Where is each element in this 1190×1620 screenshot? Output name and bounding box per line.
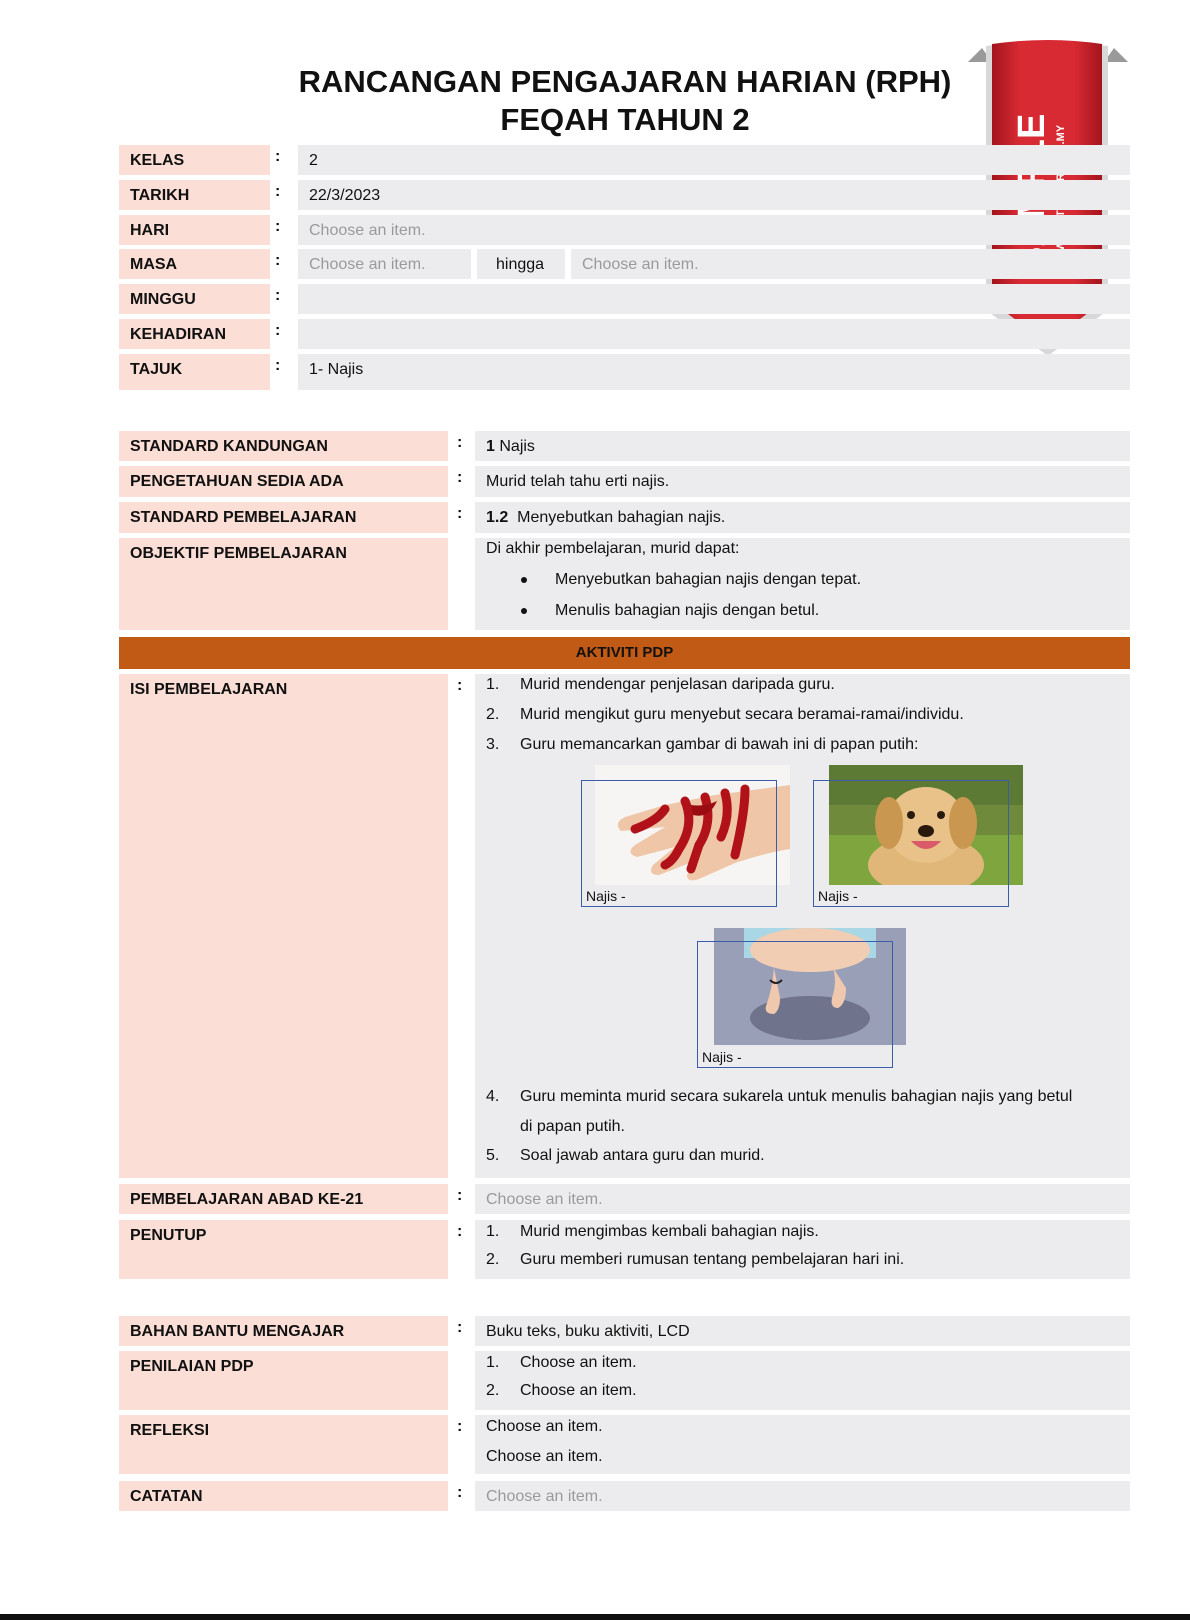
tajuk-value[interactable]: 1- Najis	[298, 354, 1130, 390]
penutup-2-number: 2.	[486, 1251, 500, 1268]
step-1-text: Murid mendengar penjelasan daripada guru.	[520, 676, 835, 693]
masa-from-dropdown[interactable]: Choose an item.	[298, 249, 471, 279]
minggu-label: MINGGU	[119, 284, 270, 314]
sedia-ada-label: PENGETAHUAN SEDIA ADA	[119, 466, 448, 497]
catatan-colon: :	[457, 1484, 463, 1501]
masa-colon: :	[275, 252, 281, 269]
kelas-value[interactable]: 2	[298, 145, 1130, 175]
step-2-number: 2.	[486, 706, 500, 723]
standard-pembelajaran-value	[475, 502, 1130, 533]
penutup-1-number: 1.	[486, 1223, 500, 1240]
tajuk-label: TAJUK	[119, 354, 270, 390]
penutup-colon: :	[457, 1223, 463, 1240]
objektif-label: OBJEKTIF PEMBELAJARAN	[119, 538, 448, 630]
caption-2: Najis -	[818, 888, 858, 904]
hari-colon: :	[275, 218, 281, 235]
step-4-number: 4.	[486, 1088, 500, 1105]
step-4-text-cont: di papan putih.	[520, 1118, 625, 1135]
tarikh-label: TARIKH	[119, 180, 270, 210]
abad21-label: PEMBELAJARAN ABAD KE-21	[119, 1184, 448, 1214]
sedia-ada-value: Murid telah tahu erti najis.	[475, 466, 1130, 497]
bbm-value[interactable]: Buku teks, buku aktiviti, LCD	[475, 1316, 1130, 1346]
caption-1: Najis -	[586, 888, 626, 904]
isi-pembelajaran-label: ISI PEMBELAJARAN	[119, 674, 448, 1178]
tarikh-colon: :	[275, 183, 281, 200]
penilaian-label: PENILAIAN PDP	[119, 1351, 448, 1410]
kehadiran-colon: :	[275, 322, 281, 339]
standard-kandungan-label: STANDARD KANDUNGAN	[119, 431, 448, 461]
step-5-number: 5.	[486, 1147, 500, 1164]
standard-pembelajaran-label: STANDARD PEMBELAJARAN	[119, 502, 448, 533]
penutup-label: PENUTUP	[119, 1220, 448, 1279]
penutup-1-text: Murid mengimbas kembali bahagian najis.	[520, 1223, 819, 1240]
tajuk-colon: :	[275, 357, 281, 374]
penilaian-1-dropdown[interactable]: Choose an item.	[520, 1354, 637, 1371]
penilaian-2-number: 2.	[486, 1382, 500, 1399]
penilaian-1-number: 1.	[486, 1354, 500, 1371]
kehadiran-label: KEHADIRAN	[119, 319, 270, 349]
standard-pembelajaran-colon: :	[457, 505, 463, 522]
minggu-value[interactable]	[298, 284, 1130, 314]
refleksi-colon: :	[457, 1418, 463, 1435]
kelas-label: KELAS	[119, 145, 270, 175]
abad21-colon: :	[457, 1187, 463, 1204]
objektif-item-2: Menulis bahagian najis dengan betul.	[555, 602, 820, 619]
aktiviti-pdp-band: AKTIVITI PDP	[119, 637, 1130, 669]
step-1-number: 1.	[486, 676, 500, 693]
objektif-intro: Di akhir pembelajaran, murid dapat:	[486, 540, 740, 557]
standard-pembelajaran-code: 1.2	[486, 509, 509, 526]
refleksi-label: REFLEKSI	[119, 1415, 448, 1474]
standard-kandungan-text: Najis	[499, 438, 535, 455]
step-3-number: 3.	[486, 736, 500, 753]
document-subtitle: FEQAH TAHUN 2	[500, 102, 750, 137]
catatan-dropdown[interactable]: Choose an item.	[475, 1481, 1130, 1511]
step-3-text: Guru memancarkan gambar di bawah ini di papan putih:	[520, 736, 919, 753]
sedia-ada-colon: :	[457, 469, 463, 486]
refleksi-dropdown-1[interactable]: Choose an item.	[486, 1418, 603, 1435]
caption-3: Najis -	[702, 1049, 742, 1065]
refleksi-dropdown-2[interactable]: Choose an item.	[486, 1448, 603, 1465]
step-2-text: Murid mengikut guru menyebut secara beramai-ramai/individu.	[520, 706, 964, 723]
minggu-colon: :	[275, 287, 281, 304]
standard-kandungan-code: 1	[486, 438, 495, 455]
bbm-label: BAHAN BANTU MENGAJAR	[119, 1316, 448, 1346]
standard-pembelajaran-text: Menyebutkan bahagian najis.	[517, 509, 726, 526]
standard-kandungan-value	[475, 431, 1130, 461]
penutup-2-text: Guru memberi rumusan tentang pembelajaran hari ini.	[520, 1251, 905, 1268]
masa-connector: hingga	[477, 249, 565, 279]
isi-pembelajaran-colon: :	[457, 677, 463, 694]
masa-to-dropdown[interactable]: Choose an item.	[571, 249, 1130, 279]
penilaian-2-dropdown[interactable]: Choose an item.	[520, 1382, 637, 1399]
hari-dropdown[interactable]: Choose an item.	[298, 215, 1130, 245]
bbm-colon: :	[457, 1319, 463, 1336]
bottom-edge-bar	[0, 1614, 1190, 1620]
objektif-bullet-2	[521, 608, 527, 614]
tarikh-value[interactable]: 22/3/2023	[298, 180, 1130, 210]
kehadiran-value[interactable]	[298, 319, 1130, 349]
catatan-label: CATATAN	[119, 1481, 448, 1511]
abad21-dropdown[interactable]: Choose an item.	[475, 1184, 1130, 1214]
masa-label: MASA	[119, 249, 270, 279]
objektif-item-1: Menyebutkan bahagian najis dengan tepat.	[555, 571, 862, 588]
objektif-bullet-1	[521, 577, 527, 583]
step-4-text: Guru meminta murid secara sukarela untuk menulis bahagian najis yang betul	[520, 1088, 1073, 1105]
standard-kandungan-colon: :	[457, 434, 463, 451]
step-5-text: Soal jawab antara guru dan murid.	[520, 1147, 765, 1164]
hari-label: HARI	[119, 215, 270, 245]
document-title: RANCANGAN PENGAJARAN HARIAN (RPH)	[298, 64, 952, 99]
kelas-colon: :	[275, 148, 281, 165]
